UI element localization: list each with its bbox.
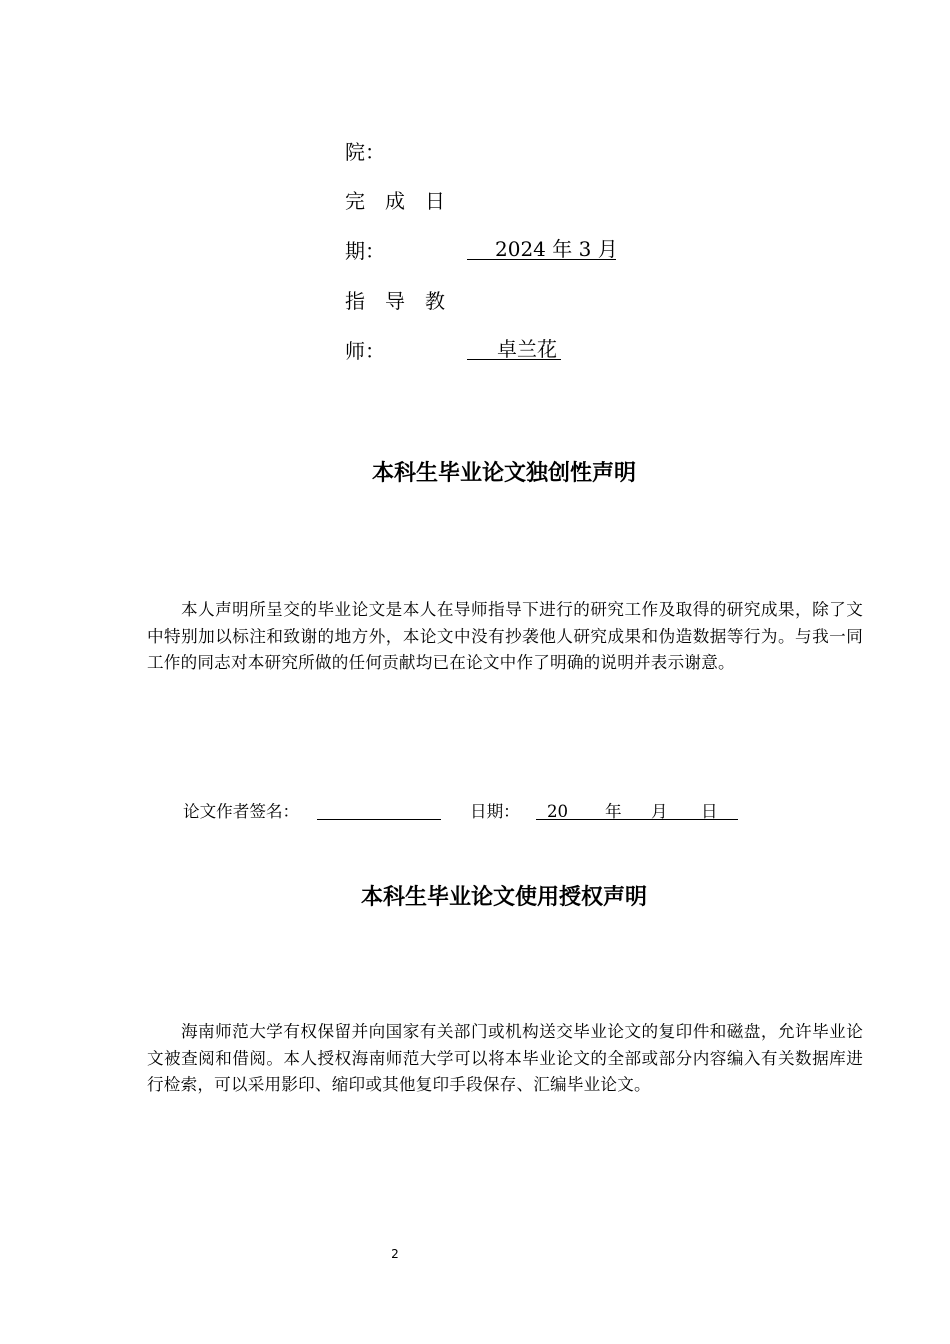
advisor-value — [467, 339, 561, 360]
signature-label: 论文作者签名： — [183, 802, 300, 821]
advisor-name: 卓兰花 — [497, 337, 557, 361]
date-month-unit: 月 — [651, 802, 668, 821]
authorization-body: 海南师范大学有权保留并向国家有关部门或机构送交毕业论文的复印件和磁盘，允许毕业论文被查阅和借阅。本人授权海南师范大学可以将本毕业论文的全部或部分内容编入有关数据库进行检索，可以采用影印、缩印或其他复印手段保存、汇编毕业论文。 — [147, 1022, 863, 1094]
advisor-label-end: 师： — [345, 339, 385, 363]
page-number: 2 — [391, 1247, 399, 1261]
date-year: 20 — [547, 802, 569, 821]
completion-date-value — [467, 239, 616, 260]
advisor-label: 指 导 教 — [345, 289, 445, 313]
authorization-title: 本科生毕业论文使用授权声明 — [360, 885, 647, 910]
college-label: 院： — [345, 140, 385, 164]
originality-body: 本人声明所呈交的毕业论文是本人在导师指导下进行的研究工作及取得的研究成果，除了文中特别加以标注和致谢的地方外，本论文中没有抄袭他人研究成果和伪造数据等行为。与我一同工作的同志对本研究所做的任何贡献均已在论文中作了明确的说明并表示谢意。 — [147, 600, 863, 672]
completion-date-label-end: 期： — [345, 239, 385, 263]
completion-date-label: 完 成 日 — [345, 189, 445, 213]
date-year-unit: 年 — [605, 802, 622, 821]
date-field — [536, 801, 738, 820]
originality-title: 本科生毕业论文独创性声明 — [371, 461, 636, 486]
date-day-unit: 日 — [701, 802, 718, 821]
date-label: 日期： — [470, 802, 520, 821]
completion-date-text: 2024 年 3 月 — [495, 237, 618, 261]
signature-line — [317, 819, 441, 820]
